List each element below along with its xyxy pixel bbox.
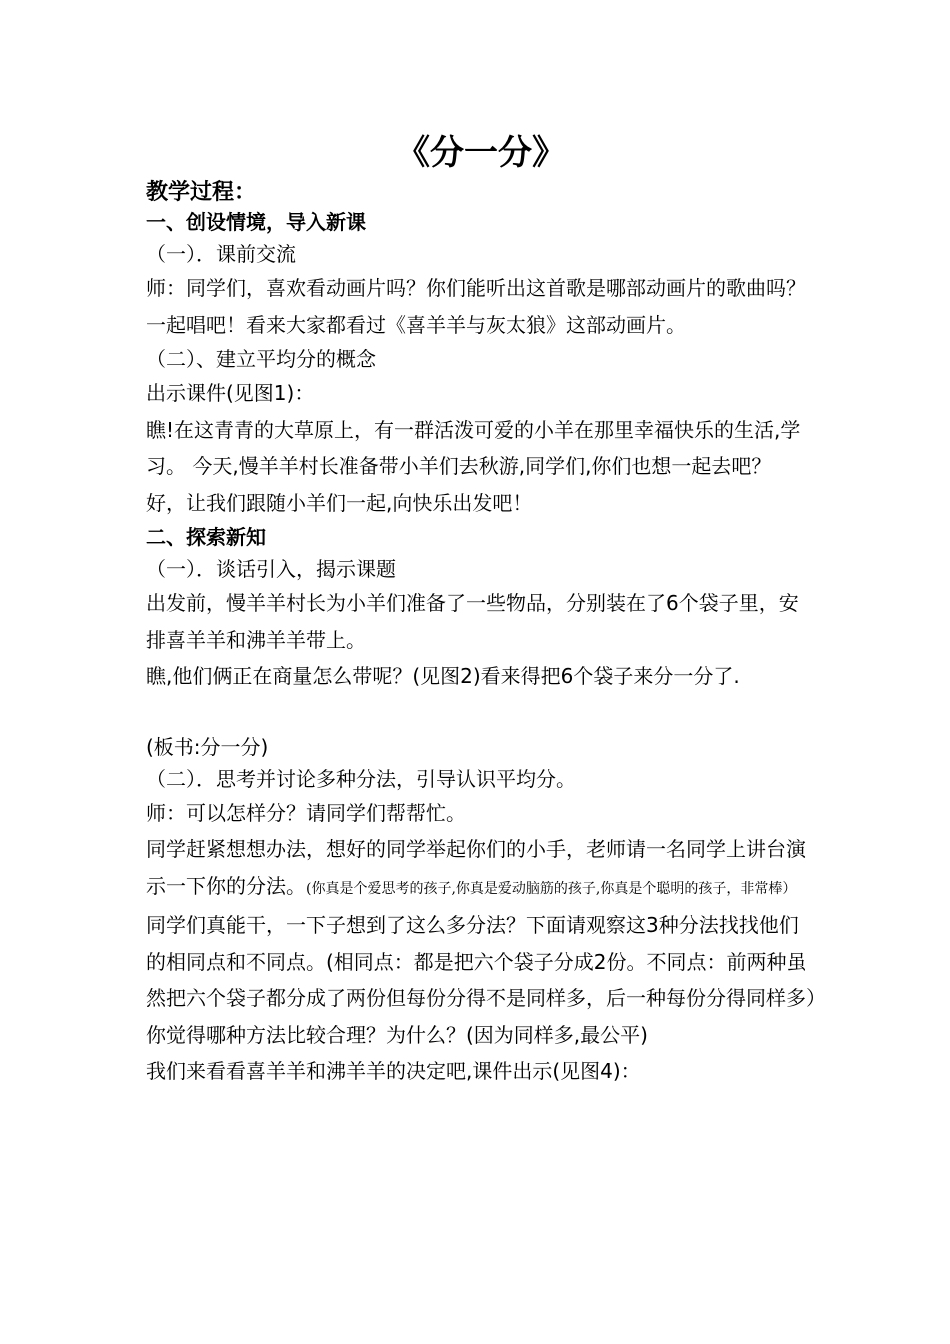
section1-paragraph-3: 瞧!在这青青的大草原上，有一群活泼可爱的小羊在那里幸福快乐的生活,学习。 今天,慢羊羊村长准备带小羊们去秋游,同学们,你们也想一起去吧？: [146, 417, 801, 478]
document-title: 《分一分》: [396, 133, 566, 173]
section2-paragraph-4: 师：可以怎样分？请同学们帮帮忙。: [146, 800, 466, 825]
document-page: [146, 130, 816, 1090]
section1-subheading-1: （一）．课前交流: [146, 242, 296, 266]
section1-paragraph-4: 好，让我们跟随小羊们一起,向快乐出发吧！: [146, 490, 533, 515]
section2-paragraph-3: (板书:分一分): [146, 734, 269, 759]
section2-heading: 二、探索新知: [146, 525, 266, 549]
blank-line: [146, 695, 816, 731]
section2-subheading-1: （一）．谈话引入，揭示课题: [146, 557, 396, 581]
section1-subheading-2: （二）、建立平均分的概念: [146, 347, 376, 371]
section2-paragraph-7: 我们来看看喜羊羊和沸羊羊的决定吧,课件出示(见图4)：: [146, 1059, 641, 1083]
teacher-praise-note: (你真是个爱思考的孩子,你真是爱动脑筋的孩子,你真是个聪明的孩子，非常棒）: [306, 880, 797, 897]
section1-heading: 一、创设情境，导入新课: [146, 210, 366, 234]
section1-paragraph-2: 出示课件(见图1)：: [146, 381, 315, 405]
section1-paragraph-1: 师：同学们，喜欢看动画片吗？你们能听出这首歌是哪部动画片的歌曲吗？一起唱吧！看来大家都看过《喜羊羊与灰太狼》这部动画片。: [146, 276, 806, 337]
section2-paragraph-1: 出发前，慢羊羊村长为小羊们准备了一些物品，分别装在了6个袋子里，安排喜羊羊和沸羊羊带上。: [146, 591, 799, 652]
section2-subheading-2: （二）．思考并讨论多种分法，引导认识平均分。: [146, 766, 576, 791]
process-heading: 教学过程：: [146, 180, 257, 205]
section2-paragraph-5-main: 同学赶紧想想办法，想好的同学举起你们的小手，老师请一名同学上讲台演示一下你的分法。: [146, 837, 806, 898]
section2-paragraph-6: 同学们真能干，一下子想到了这么多分法？下面请观察这3种分法找找他们的相同点和不同点。(相同点：都是把六个袋子分成2份。不同点：前两种虽然把六个袋子都分成了两份但每份分得不是同样多，后一种每份分得同样多）你觉得哪种方法比较合理？为什么？(因为同样多,最公平): [146, 913, 816, 1047]
section2-paragraph-5: [146, 831, 816, 907]
section2-paragraph-2: 瞧,他们俩正在商量怎么带呢？(见图2)看来得把6个袋子来分一分了.: [146, 664, 740, 688]
